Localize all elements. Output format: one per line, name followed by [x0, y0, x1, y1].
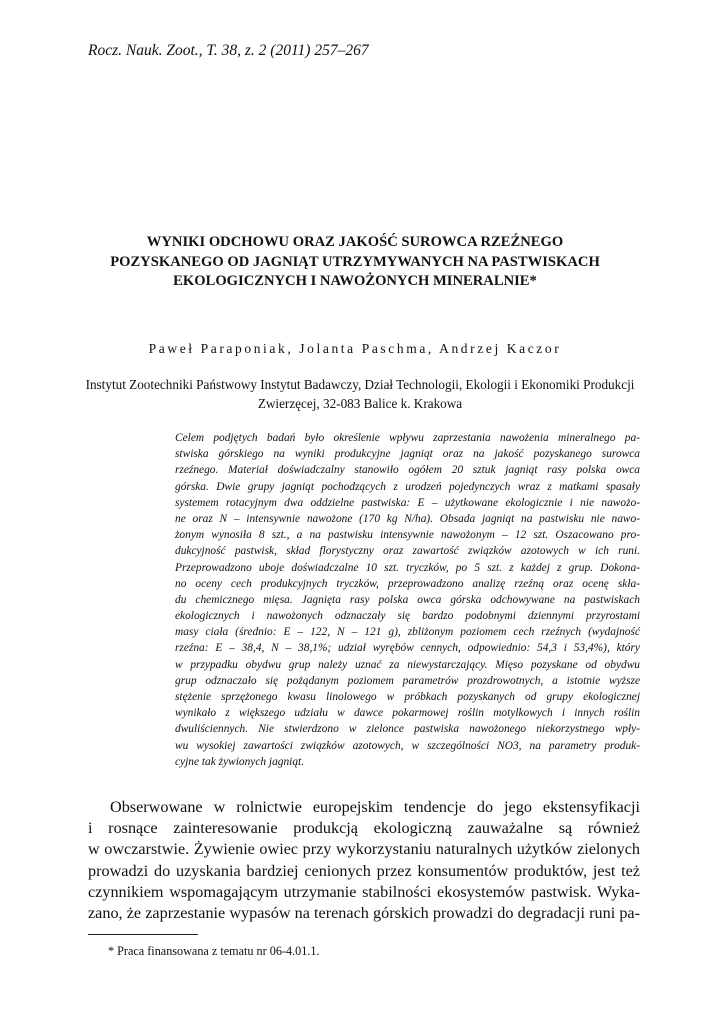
body-text — [88, 797, 640, 924]
abstract-line: dwuliściennych. Nie stwierdzono w zielonce pastwiska nawożonego niekorzystnego wpły- — [175, 723, 640, 736]
title-line: EKOLOGICZNYCH I NAWOŻONYCH MINERALNIE* — [173, 273, 537, 289]
abstract-line: wu wysokiej zawartości związków azotowych, w szczególności NO3, na parametry produk- — [175, 739, 640, 752]
abstract-line: w przypadku obydwu grup należy uznać za niewystarczający. Mięso pozyskane od obydwu — [175, 658, 640, 671]
title-line: WYNIKI ODCHOWU ORAZ JAKOŚĆ SUROWCA RZEŹNEGO — [146, 234, 564, 250]
journal-reference: Rocz. Nauk. Zoot., T. 38, z. 2 (2011) 257–267 — [88, 42, 369, 59]
abstract-line: du chemicznego mięsa. Jagnięta rasy polska owca górska odchowywane na pastwiskach — [175, 593, 640, 606]
footnote: * Praca finansowana z tematu nr 06-4.01.1. — [108, 944, 320, 958]
abstract-line: górska. Dwie grupy jagniąt pochodzących z urodzeń pojedynczych wraz z matkami spasały — [175, 480, 640, 493]
abstract-line: dukcyjność pastwisk, skład florystyczny oraz zawartość związków azotowych w ich runi. — [175, 545, 640, 558]
article-title — [70, 233, 640, 292]
affiliation-line: Zwierzęcej, 32-083 Balice k. Krakowa — [257, 395, 463, 411]
body-line: i rosnące zainteresowanie produkcją ekologiczną zauważalne są również — [88, 819, 640, 838]
body-line: w owczarstwie. Żywienie owiec przy wykorzystaniu naturalnych użytków zielonych — [88, 840, 640, 859]
title-line: POZYSKANEGO OD JAGNIĄT UTRZYMYWANYCH NA PASTWISKACH — [110, 253, 600, 270]
abstract-line: cyjne tak żywionych jagniąt. — [175, 755, 305, 768]
abstract-line: rzeźnego. Materiał doświadczalny stanowiło ogółem 20 sztuk jagniąt rasy polska owca — [175, 464, 640, 477]
body-line: Obserwowane w rolnictwie europejskim tendencje do jego ekstensyfikacji — [110, 798, 640, 816]
abstract-line: Przeprowadzono uboje doświadczalne 10 szt. tryczków, po 5 szt. z każdej z grup. Dokona- — [175, 561, 640, 574]
abstract-line: no oceny cech produkcyjnych tryczków, przeprowadzono analizę rzeźną oraz ocenę skła- — [175, 577, 640, 590]
abstract-line: stwiska górskiego na wyniki produkcyjne jagniąt oraz na jakość pozyskanego surowca — [175, 448, 640, 461]
abstract-line: ekologicznych i nawożonych odznaczały się bardzo podobnymi dziennymi przyrostami — [175, 610, 640, 623]
footnote-divider — [88, 934, 198, 935]
affiliation-line: Instytut Zootechniki Państwowy Instytut Badawczy, Dział Technologii, Ekologii i Ekonomiki Produkcji — [85, 377, 635, 392]
abstract-line: systemem rotacyjnym dwa oddzielne pastwiska: E – użytkowane ekologicznie i nie nawożo- — [175, 496, 640, 509]
body-line: czynnikiem wspomagającym utrzymanie stabilności ekosystemów pastwisk. Wyka- — [88, 882, 640, 901]
abstract-line: Celem podjętych badań było określenie wpływu zaprzestania nawożenia mineralnego pa- — [175, 432, 640, 444]
abstract-line: wynikało z większego udziału w dawce pokarmowej roślin motylkowych i innych roślin — [175, 707, 640, 720]
affiliation — [80, 376, 640, 413]
abstract — [175, 430, 640, 770]
abstract-line: żonym wynosiła 8 szt., a na pastwisku intensywnie nawożonym – 12 szt. Oszacowano pro- — [175, 529, 640, 542]
abstract-line: grup odznaczało się pożądanym poziomem parametrów prozdrowotnych, a istotnie wyższe — [175, 674, 640, 687]
author-list: Paweł Paraponiak, Jolanta Paschma, Andrzej Kaczor — [148, 341, 562, 356]
abstract-line: rzeźna: E – 38,4, N – 38,1%; udział wyrębów cennych, odpowiednio: 54,3 i 53,4%), który — [175, 642, 640, 655]
abstract-line: masy ciała (średnio: E – 122, N – 121 g), zbliżonym poziomem cech rzeźnych (wydajność — [175, 626, 640, 639]
body-line: zano, że zaprzestanie wypasów na terenach górskich prowadzi do degradacji runi pa- — [88, 903, 640, 922]
abstract-line: ne oraz N – intensywnie nawożone (170 kg N/ha). Obsada jagniąt na pastwisku nie nawo- — [175, 512, 640, 525]
body-line: prowadzi do uzyskania bardziej cenionych przez konsumentów produktów, jest też — [88, 861, 640, 880]
abstract-line: stężenie sprzężonego kwasu linolowego w próbkach pozyskanych od grupy ekologicznej — [175, 691, 640, 703]
